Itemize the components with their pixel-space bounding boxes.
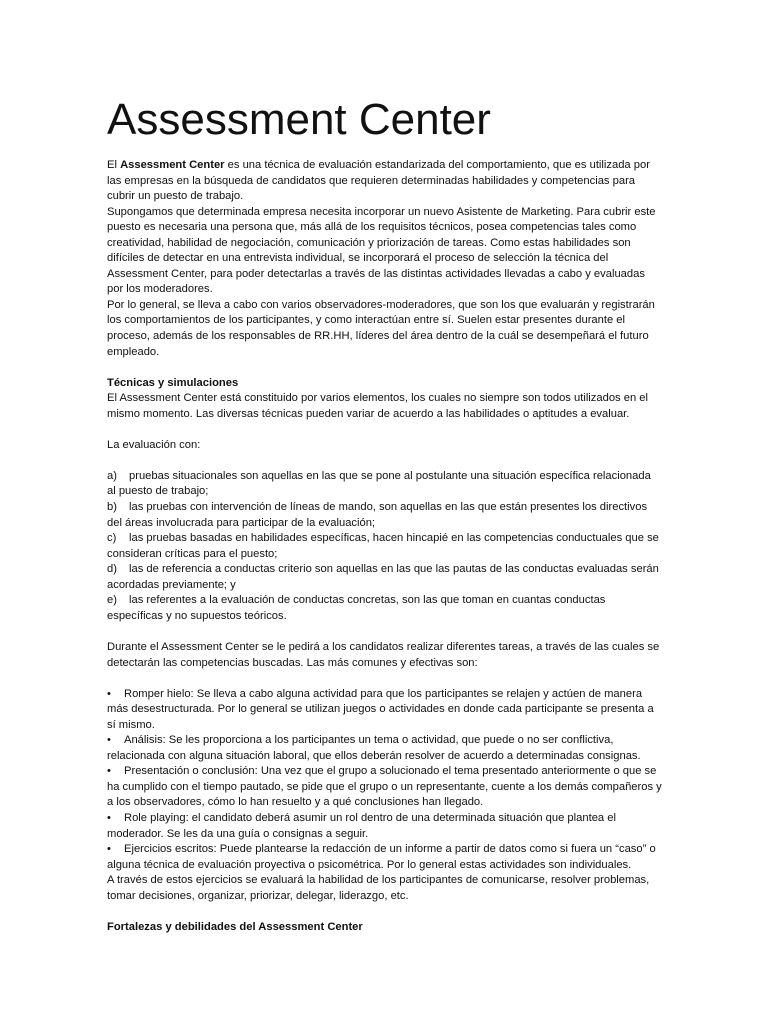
- list-item-text: las pruebas basadas en habilidades específicas, hacen hincapié en las competencias conductuales que se consideran críticas para el puesto;: [107, 532, 659, 560]
- list-item: [107, 562, 662, 593]
- bullet-symbol: •: [107, 687, 111, 700]
- page-title: Assessment Center: [107, 95, 491, 144]
- bullet-symbol: •: [107, 734, 111, 747]
- bullet-item-text: Presentación o conclusión: Una vez que el grupo a solucionado el tema presentado anteriormente o que se ha cumplido con el tiempo pautado, se pide que el grupo o un representante, cuente a los demás compañeros y a los observadores, cómo lo han resuelto y a qué conclusiones han llegado.: [107, 765, 662, 809]
- list-item-letter: e): [107, 594, 117, 607]
- bullet-symbol: •: [107, 765, 111, 778]
- list-item-letter: b): [107, 501, 117, 514]
- bullet-item-text: Role playing: el candidato deberá asumir un rol dentro de una determinada situación que plantea el moderador. Se les da una guía o consignas a seguir.: [107, 811, 616, 840]
- bullet-item: [107, 687, 662, 734]
- bullet-item-text: Ejercicios escritos: Puede plantearse la redacción de un informe a partir de datos como si fuera un “caso” o alguna técnica de evaluación proyectiva o psicométrica. Por lo general estas actividades son individuales.: [107, 843, 656, 871]
- bullet-item: [107, 733, 662, 764]
- tasks-bullet-list: [107, 687, 662, 874]
- list-item-letter: a): [107, 469, 117, 482]
- intro-paragraph: [107, 158, 662, 205]
- bullet-symbol: •: [107, 811, 111, 824]
- list-item: [107, 593, 662, 624]
- paragraph-moderators: Por lo general, se lleva a cabo con varios observadores-moderadores, que son los que evaluarán y registrarán los comportamientos de los participantes, y como interactúan entre sí. Suelen estar presentes durante el proceso, además de los responsables de RR.HH, líderes del área dentro de la cuál se desempeñará el futuro empleado.: [107, 298, 655, 358]
- bullet-item: [107, 811, 662, 842]
- list-item-letter: c): [107, 532, 117, 545]
- list-item-letter: d): [107, 563, 117, 576]
- evaluation-list: [107, 469, 662, 624]
- bullet-item-text: Análisis: Se les proporciona a los participantes un tema o actividad, que puede o no ser conflictiva, relacionada con alguna situación laboral, que ellos deberán resolver de acuerdo a determinadas consignas.: [107, 734, 641, 762]
- document-page: [107, 90, 662, 935]
- closing-paragraph: A través de estos ejercicios se evaluará la habilidad de los participantes de comunicarse, resolver problemas, tomar decisiones, organizar, priorizar, delegar, liderazgo, etc.: [107, 874, 650, 902]
- section-heading-strengths: Fortalezas y debilidades del Assessment Center: [107, 920, 363, 933]
- section-heading-techniques: Técnicas y simulaciones: [107, 376, 239, 389]
- list-item: [107, 531, 662, 562]
- spacer: [107, 422, 662, 438]
- bullet-item: [107, 764, 662, 811]
- list-item: [107, 500, 662, 531]
- spacer: [107, 624, 662, 640]
- intro-prefix: El: [107, 159, 121, 171]
- spacer: [107, 453, 662, 469]
- list-item-text: pruebas situacionales son aquellas en las que se pone al postulante una situación específica relacionada al puesto de trabajo;: [107, 469, 651, 498]
- evaluation-intro: La evaluación con:: [107, 438, 201, 451]
- list-item: [107, 469, 662, 500]
- bullet-item-text: Romper hielo: Se lleva a cabo alguna actividad para que los participantes se relajen y actúen de manera más desestructurada. Por lo general se utilizan juegos o actividades en donde cada participante se presenta a sí mismo.: [107, 687, 654, 731]
- bullet-item: [107, 842, 662, 873]
- tasks-intro: Durante el Assessment Center se le pedirá a los candidatos realizar diferentes tareas, a través de las cuales se detectarán las competencias buscadas. Las más comunes y efectivas son:: [107, 640, 660, 669]
- paragraph-example: Supongamos que determinada empresa necesita incorporar un nuevo Asistente de Marketing. Para cubrir este puesto es necesaria una persona que, más allá de los requisitos técnicos, posea competencias tales como creatividad, habilidad de negociación, comunicación y priorización de tareas. Como estas habilidades son difíciles de detectar en una entrevista individual, se incorporará el proceso de selección la técnica del Assessment Center, para poder detectarlas a través de las distintas actividades llevadas a cabo y evaluadas por los moderadores.: [107, 205, 656, 296]
- intro-rest: es una técnica de evaluación estandarizada del comportamiento, que es utilizada por las empresas en la búsqueda de candidatos que requieren determinadas habilidades y competencias para cubrir un puesto de trabajo.: [107, 159, 650, 203]
- list-item-text: las de referencia a conductas criterio son aquellas en las que las pautas de las conductas evaluadas serán acordadas previamente; y: [107, 563, 659, 591]
- spacer: [107, 360, 662, 376]
- spacer: [107, 904, 662, 920]
- list-item-text: las pruebas con intervención de líneas de mando, son aquellas en las que están presentes los directivos del áreas involucrada para participar de la evaluación;: [107, 501, 648, 529]
- techniques-paragraph: El Assessment Center está constituido por varios elementos, los cuales no siempre son todos utilizados en el mismo momento. Las diversas técnicas pueden variar de acuerdo a las habilidades o aptitudes a evaluar.: [107, 392, 649, 420]
- intro-bold-term: Assessment Center: [120, 159, 225, 171]
- list-item-text: las referentes a la evaluación de conductas concretas, son las que toman en cuantas conductas específicas y no supuestos teóricos.: [107, 594, 606, 622]
- spacer: [107, 671, 662, 687]
- bullet-symbol: •: [107, 843, 111, 856]
